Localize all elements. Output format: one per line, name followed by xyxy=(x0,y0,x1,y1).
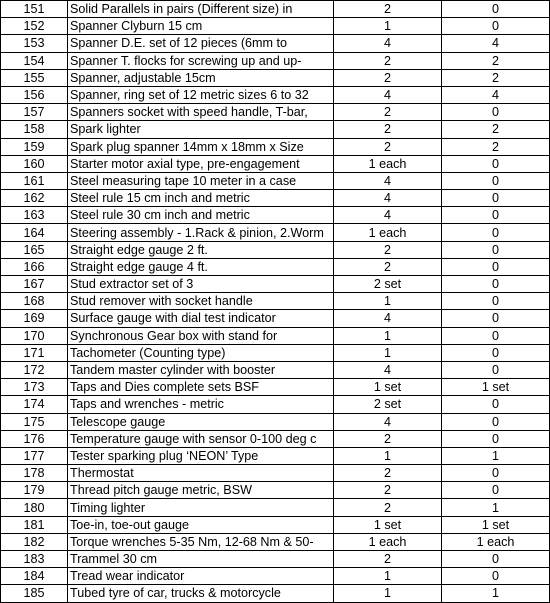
quantity-available-cell: 0 xyxy=(442,1,550,18)
table-row xyxy=(1,35,550,52)
table-row xyxy=(1,447,550,464)
item-description-cell: Steel rule 15 cm inch and metric xyxy=(68,190,334,207)
item-description-cell: Spanner D.E. set of 12 pieces (6mm to xyxy=(68,35,334,52)
table-row xyxy=(1,430,550,447)
table-row xyxy=(1,1,550,18)
table-row xyxy=(1,86,550,103)
item-description-cell: Telescope gauge xyxy=(68,413,334,430)
quantity-required-cell: 2 xyxy=(334,499,442,516)
serial-number-cell: 153 xyxy=(1,35,68,52)
serial-number-cell: 178 xyxy=(1,465,68,482)
serial-number-cell: 157 xyxy=(1,104,68,121)
quantity-available-cell: 0 xyxy=(442,207,550,224)
item-description-cell: Synchronous Gear box with stand for xyxy=(68,327,334,344)
item-description-cell: Trammel 30 cm xyxy=(68,551,334,568)
quantity-required-cell: 1 each xyxy=(334,533,442,550)
table-row xyxy=(1,396,550,413)
table-row xyxy=(1,465,550,482)
table-row xyxy=(1,585,550,602)
quantity-available-cell: 0 xyxy=(442,18,550,35)
table-row xyxy=(1,568,550,585)
quantity-required-cell: 2 set xyxy=(334,276,442,293)
quantity-available-cell: 0 xyxy=(442,310,550,327)
quantity-required-cell: 4 xyxy=(334,172,442,189)
serial-number-cell: 173 xyxy=(1,379,68,396)
quantity-required-cell: 4 xyxy=(334,310,442,327)
serial-number-cell: 180 xyxy=(1,499,68,516)
quantity-required-cell: 2 xyxy=(334,465,442,482)
quantity-required-cell: 2 xyxy=(334,69,442,86)
table-row xyxy=(1,551,550,568)
serial-number-cell: 185 xyxy=(1,585,68,602)
table-row xyxy=(1,138,550,155)
quantity-available-cell: 0 xyxy=(442,172,550,189)
item-description-cell: Steel rule 30 cm inch and metric xyxy=(68,207,334,224)
serial-number-cell: 158 xyxy=(1,121,68,138)
quantity-available-cell: 0 xyxy=(442,293,550,310)
item-description-cell: Taps and wrenches - metric xyxy=(68,396,334,413)
quantity-required-cell: 1 xyxy=(334,18,442,35)
quantity-required-cell: 2 xyxy=(334,241,442,258)
quantity-available-cell: 0 xyxy=(442,361,550,378)
quantity-required-cell: 2 xyxy=(334,551,442,568)
serial-number-cell: 164 xyxy=(1,224,68,241)
item-description-cell: Surface gauge with dial test indicator xyxy=(68,310,334,327)
item-description-cell: Thermostat xyxy=(68,465,334,482)
quantity-required-cell: 2 xyxy=(334,258,442,275)
quantity-required-cell: 1 set xyxy=(334,379,442,396)
quantity-required-cell: 2 xyxy=(334,430,442,447)
serial-number-cell: 167 xyxy=(1,276,68,293)
item-description-cell: Spanner, adjustable 15cm xyxy=(68,69,334,86)
quantity-available-cell: 1 xyxy=(442,447,550,464)
serial-number-cell: 181 xyxy=(1,516,68,533)
quantity-available-cell: 2 xyxy=(442,138,550,155)
table-row xyxy=(1,310,550,327)
serial-number-cell: 163 xyxy=(1,207,68,224)
serial-number-cell: 161 xyxy=(1,172,68,189)
quantity-available-cell: 0 xyxy=(442,551,550,568)
quantity-required-cell: 1 xyxy=(334,344,442,361)
serial-number-cell: 151 xyxy=(1,1,68,18)
item-description-cell: Spanners socket with speed handle, T-bar, xyxy=(68,104,334,121)
serial-number-cell: 166 xyxy=(1,258,68,275)
quantity-required-cell: 2 set xyxy=(334,396,442,413)
table-row xyxy=(1,190,550,207)
table-row xyxy=(1,121,550,138)
quantity-required-cell: 2 xyxy=(334,138,442,155)
serial-number-cell: 154 xyxy=(1,52,68,69)
item-description-cell: Straight edge gauge 4 ft. xyxy=(68,258,334,275)
item-description-cell: Torque wrenches 5-35 Nm, 12-68 Nm & 50- xyxy=(68,533,334,550)
quantity-available-cell: 0 xyxy=(442,190,550,207)
serial-number-cell: 172 xyxy=(1,361,68,378)
quantity-required-cell: 4 xyxy=(334,413,442,430)
table-row xyxy=(1,69,550,86)
quantity-required-cell: 2 xyxy=(334,482,442,499)
table-row xyxy=(1,276,550,293)
item-description-cell: Steel measuring tape 10 meter in a case xyxy=(68,172,334,189)
quantity-available-cell: 2 xyxy=(442,52,550,69)
quantity-required-cell: 2 xyxy=(334,52,442,69)
quantity-required-cell: 1 xyxy=(334,447,442,464)
item-description-cell: Straight edge gauge 2 ft. xyxy=(68,241,334,258)
quantity-available-cell: 0 xyxy=(442,241,550,258)
table-row xyxy=(1,293,550,310)
table-row xyxy=(1,207,550,224)
serial-number-cell: 160 xyxy=(1,155,68,172)
serial-number-cell: 177 xyxy=(1,447,68,464)
item-description-cell: Tester sparking plug ‘NEON’ Type xyxy=(68,447,334,464)
serial-number-cell: 169 xyxy=(1,310,68,327)
item-description-cell: Tachometer (Counting type) xyxy=(68,344,334,361)
quantity-available-cell: 1 set xyxy=(442,516,550,533)
quantity-required-cell: 1 xyxy=(334,585,442,602)
table-row xyxy=(1,327,550,344)
quantity-required-cell: 2 xyxy=(334,121,442,138)
table-row xyxy=(1,361,550,378)
item-description-cell: Steering assembly - 1.Rack & pinion, 2.Worm xyxy=(68,224,334,241)
item-description-cell: Tread wear indicator xyxy=(68,568,334,585)
item-description-cell: Stud remover with socket handle xyxy=(68,293,334,310)
quantity-required-cell: 4 xyxy=(334,35,442,52)
quantity-required-cell: 1 each xyxy=(334,155,442,172)
serial-number-cell: 182 xyxy=(1,533,68,550)
quantity-available-cell: 1 xyxy=(442,585,550,602)
serial-number-cell: 168 xyxy=(1,293,68,310)
quantity-required-cell: 4 xyxy=(334,86,442,103)
quantity-available-cell: 0 xyxy=(442,155,550,172)
quantity-available-cell: 0 xyxy=(442,224,550,241)
quantity-available-cell: 0 xyxy=(442,482,550,499)
item-description-cell: Spanner T. flocks for screwing up and up- xyxy=(68,52,334,69)
serial-number-cell: 155 xyxy=(1,69,68,86)
table-row xyxy=(1,379,550,396)
table-row xyxy=(1,224,550,241)
item-description-cell: Tubed tyre of car, trucks & motorcycle xyxy=(68,585,334,602)
quantity-available-cell: 4 xyxy=(442,86,550,103)
quantity-required-cell: 1 set xyxy=(334,516,442,533)
serial-number-cell: 162 xyxy=(1,190,68,207)
item-description-cell: Thread pitch gauge metric, BSW xyxy=(68,482,334,499)
item-description-cell: Spanner Clyburn 15 cm xyxy=(68,18,334,35)
serial-number-cell: 171 xyxy=(1,344,68,361)
table-row xyxy=(1,516,550,533)
quantity-available-cell: 1 xyxy=(442,499,550,516)
quantity-available-cell: 0 xyxy=(442,327,550,344)
quantity-available-cell: 2 xyxy=(442,121,550,138)
quantity-available-cell: 0 xyxy=(442,344,550,361)
quantity-available-cell: 0 xyxy=(442,104,550,121)
quantity-required-cell: 1 xyxy=(334,327,442,344)
item-description-cell: Spanner, ring set of 12 metric sizes 6 to 32 xyxy=(68,86,334,103)
item-description-cell: Spark plug spanner 14mm x 18mm x Size xyxy=(68,138,334,155)
quantity-available-cell: 0 xyxy=(442,413,550,430)
table-row xyxy=(1,499,550,516)
table-row xyxy=(1,344,550,361)
quantity-required-cell: 4 xyxy=(334,207,442,224)
quantity-available-cell: 0 xyxy=(442,258,550,275)
item-description-cell: Tandem master cylinder with booster xyxy=(68,361,334,378)
serial-number-cell: 175 xyxy=(1,413,68,430)
table-row xyxy=(1,533,550,550)
item-description-cell: Timing lighter xyxy=(68,499,334,516)
quantity-available-cell: 1 each xyxy=(442,533,550,550)
table-row xyxy=(1,52,550,69)
serial-number-cell: 176 xyxy=(1,430,68,447)
serial-number-cell: 156 xyxy=(1,86,68,103)
quantity-required-cell: 1 xyxy=(334,293,442,310)
item-description-cell: Solid Parallels in pairs (Different size) in xyxy=(68,1,334,18)
serial-number-cell: 165 xyxy=(1,241,68,258)
table-row xyxy=(1,155,550,172)
quantity-available-cell: 0 xyxy=(442,276,550,293)
table-row xyxy=(1,482,550,499)
quantity-required-cell: 1 xyxy=(334,568,442,585)
quantity-required-cell: 1 each xyxy=(334,224,442,241)
quantity-available-cell: 2 xyxy=(442,69,550,86)
quantity-required-cell: 2 xyxy=(334,104,442,121)
item-description-cell: Starter motor axial type, pre-engagement xyxy=(68,155,334,172)
quantity-required-cell: 4 xyxy=(334,361,442,378)
serial-number-cell: 183 xyxy=(1,551,68,568)
item-description-cell: Spark lighter xyxy=(68,121,334,138)
item-description-cell: Toe-in, toe-out gauge xyxy=(68,516,334,533)
serial-number-cell: 170 xyxy=(1,327,68,344)
quantity-available-cell: 4 xyxy=(442,35,550,52)
equipment-table-body xyxy=(1,1,550,603)
quantity-required-cell: 2 xyxy=(334,1,442,18)
table-row xyxy=(1,18,550,35)
table-row xyxy=(1,258,550,275)
quantity-available-cell: 0 xyxy=(442,396,550,413)
table-row xyxy=(1,104,550,121)
quantity-available-cell: 0 xyxy=(442,465,550,482)
table-row xyxy=(1,241,550,258)
item-description-cell: Taps and Dies complete sets BSF xyxy=(68,379,334,396)
quantity-available-cell: 0 xyxy=(442,430,550,447)
table-row xyxy=(1,413,550,430)
serial-number-cell: 174 xyxy=(1,396,68,413)
serial-number-cell: 184 xyxy=(1,568,68,585)
serial-number-cell: 152 xyxy=(1,18,68,35)
table-row xyxy=(1,172,550,189)
quantity-required-cell: 4 xyxy=(334,190,442,207)
quantity-available-cell: 0 xyxy=(442,568,550,585)
serial-number-cell: 159 xyxy=(1,138,68,155)
item-description-cell: Temperature gauge with sensor 0-100 deg c xyxy=(68,430,334,447)
serial-number-cell: 179 xyxy=(1,482,68,499)
quantity-available-cell: 1 set xyxy=(442,379,550,396)
item-description-cell: Stud extractor set of 3 xyxy=(68,276,334,293)
